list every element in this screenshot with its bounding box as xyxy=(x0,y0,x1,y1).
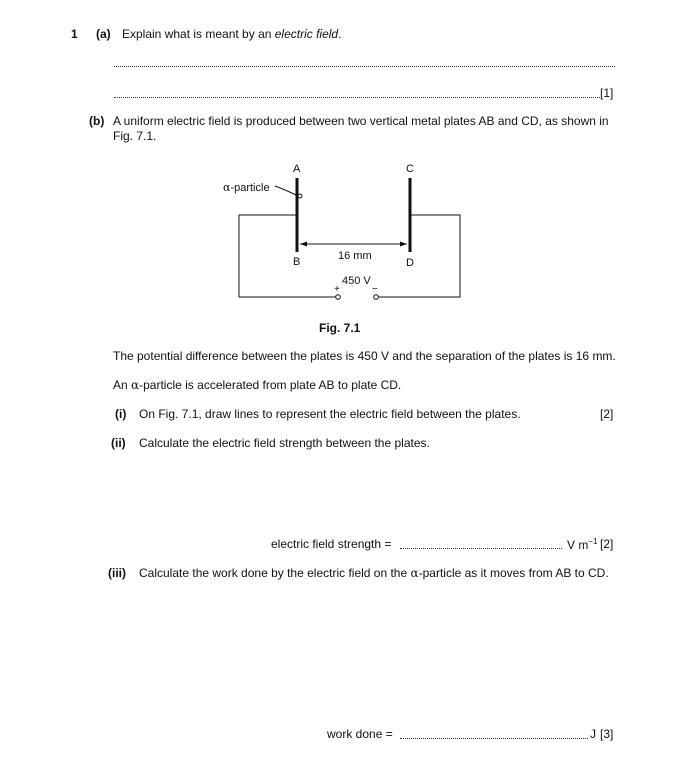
part-a-marks: [1] xyxy=(600,86,614,100)
part-iii-text: Calculate the work done by the electric field on the α-particle as it moves from AB to CD. xyxy=(139,566,609,580)
iii-answer-label: work done = xyxy=(327,727,393,741)
part-iii-label: (iii) xyxy=(108,566,126,580)
iii-answer-line[interactable] xyxy=(400,738,588,739)
ii-marks: [2] xyxy=(600,537,614,551)
circuit-wire-left xyxy=(239,215,336,297)
separation-arrowhead-left xyxy=(300,242,307,247)
label-b: B xyxy=(293,256,301,268)
separation-arrowhead-right xyxy=(400,242,407,247)
part-ii-label: (ii) xyxy=(111,436,126,450)
circuit-wire-right xyxy=(378,215,460,297)
label-c: C xyxy=(406,163,414,175)
pd-sentence: The potential difference between the plates is 450 V and the separation of the plates is 16 mm. xyxy=(113,349,616,363)
ii-unit: V $m^{-1}$ xyxy=(567,537,598,552)
part-a-emphasis: electric field xyxy=(274,27,339,41)
iii-unit: J xyxy=(590,727,596,741)
minus-sign: − xyxy=(372,284,378,295)
part-a-text: Explain what is meant by an electric field. xyxy=(122,27,342,41)
accel-sentence: An α-particle is accelerated from plate AB to plate CD. xyxy=(113,378,402,392)
label-a: A xyxy=(293,163,301,175)
particle-pointer xyxy=(275,186,298,196)
alpha-particle xyxy=(298,194,302,198)
separation-label: 16 mm xyxy=(338,250,372,262)
label-d: D xyxy=(406,257,414,269)
figure-caption: Fig. 7.1 xyxy=(319,321,361,335)
part-ii-text: Calculate the electric field strength between the plates. xyxy=(139,436,430,450)
question-number: 1 xyxy=(71,27,78,41)
voltage-label: 450 V xyxy=(342,275,371,287)
part-a-label: (a) xyxy=(96,27,111,41)
part-b-label: (b) xyxy=(89,114,105,128)
part-i-marks: [2] xyxy=(600,407,614,421)
iii-marks: [3] xyxy=(600,727,614,741)
part-b-text-line1: A uniform electric field is produced between two vertical metal plates AB and CD, as shown in xyxy=(113,114,609,128)
part-i-label: (i) xyxy=(115,407,127,421)
terminal-negative xyxy=(374,295,379,300)
ii-answer-label: electric field strength = xyxy=(271,537,392,551)
terminal-positive xyxy=(336,295,341,300)
plus-sign: + xyxy=(334,284,340,295)
part-b-text-line2: Fig. 7.1. xyxy=(113,129,157,143)
alpha-particle-label: α-particle xyxy=(223,181,270,194)
ii-answer-line[interactable] xyxy=(400,548,562,549)
part-i-text: On Fig. 7.1, draw lines to represent the electric field between the plates. xyxy=(139,407,521,421)
